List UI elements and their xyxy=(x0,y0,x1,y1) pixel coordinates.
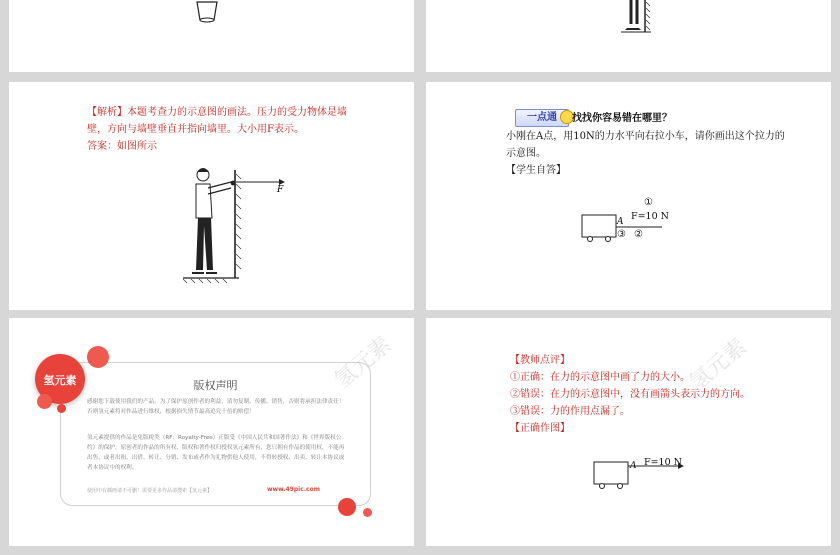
force-line xyxy=(616,221,666,233)
person-at-wall-figure xyxy=(621,0,671,34)
slide-thumbnail-6[interactable] xyxy=(426,318,831,546)
decor-circle xyxy=(57,404,66,413)
cart-figure xyxy=(580,213,620,243)
force-label: F=10 N xyxy=(644,457,682,468)
point-a-label: A xyxy=(630,461,637,471)
slide-thumbnail-4[interactable] xyxy=(426,82,831,310)
teacher-review-label: 【教师点评】 xyxy=(510,355,570,366)
logo-text: 氢元素 xyxy=(43,374,77,387)
decor-circle xyxy=(363,508,372,517)
analysis-text: 【解析】本题考查力的示意图的画法。压力的受力物体是墙 xyxy=(87,107,347,118)
copyright-box xyxy=(60,362,371,506)
analysis-text-cont: 壁，方向与墙壁垂直并指向墙里。大小用F表示。 xyxy=(87,124,304,135)
decor-circle xyxy=(37,394,52,409)
slide-thumbnail-1[interactable] xyxy=(9,0,414,72)
decor-circle xyxy=(338,498,356,516)
slide-thumbnail-2[interactable] xyxy=(426,0,831,72)
review-item-1: ①正确：在力的示意图中画了力的大小。 xyxy=(510,372,690,383)
bucket-figure xyxy=(194,0,220,24)
point-a-label: A xyxy=(617,217,624,227)
person-pushing-wall-figure xyxy=(179,166,289,284)
watermark: 氢元素 xyxy=(684,334,752,396)
review-item-2: ②错误：在力的示意图中，没有画箭头表示力的方向。 xyxy=(510,389,750,400)
correct-drawing-label: 【正确作图】 xyxy=(510,423,570,434)
marker-2: ② xyxy=(634,229,643,240)
slide-thumbnail-3[interactable] xyxy=(9,82,414,310)
decor-circle xyxy=(87,346,109,368)
marker-3: ③ xyxy=(617,229,626,240)
slide4-heading: 找找你容易错在哪里？ xyxy=(572,113,672,124)
marker-1: ① xyxy=(644,197,653,208)
problem-line-2: 示意图。 xyxy=(506,148,546,159)
force-label-f: F xyxy=(277,185,284,195)
problem-line-1: 小刚在A点，用10N的力水平向右拉小车，请你画出这个拉力的 xyxy=(506,131,785,142)
copyright-title: 版权声明 xyxy=(193,379,238,392)
watermark: 氢元素 xyxy=(329,332,397,394)
copyright-para-2: 氢元素提供的作品是免版税类（RF：Royalty-Free）正版受《中国人民共和国著作法》和《世界版权公约》的保护，原创者的作品的所有权、版权和著作权归授权氢元素所有，您只拥有作品的使用权，不能再出售、或者出租、出借、转让、分销、发布或者作为礼物供他人使用，不得转授权、出卖、转让本协议或者本协议中的权利。 xyxy=(87,435,345,471)
answer-text: 答案：如图所示 xyxy=(87,141,157,152)
yidiantong-badge: 一点通 xyxy=(515,109,569,127)
slide-thumbnail-5[interactable] xyxy=(9,318,414,546)
force-label: F=10 N xyxy=(631,211,669,222)
copyright-para-1: 感谢您下载使用我们的产品，为了保护原创作者的利益，请勿复制、传播、销售，否则将承担法律责任！否则氢元素将对作品进行维权，根据损失情节最高追究十倍的赔偿！ xyxy=(87,399,345,415)
review-item-3: ③错误：力的作用点漏了。 xyxy=(510,406,630,417)
site-url-link[interactable]: www.49pic.com xyxy=(267,486,320,493)
copyright-footer: 使用中有插画请不可删！需要更多作品请搜索【氢元素】 xyxy=(87,488,213,494)
student-answer-label: 【学生自答】 xyxy=(506,165,566,176)
